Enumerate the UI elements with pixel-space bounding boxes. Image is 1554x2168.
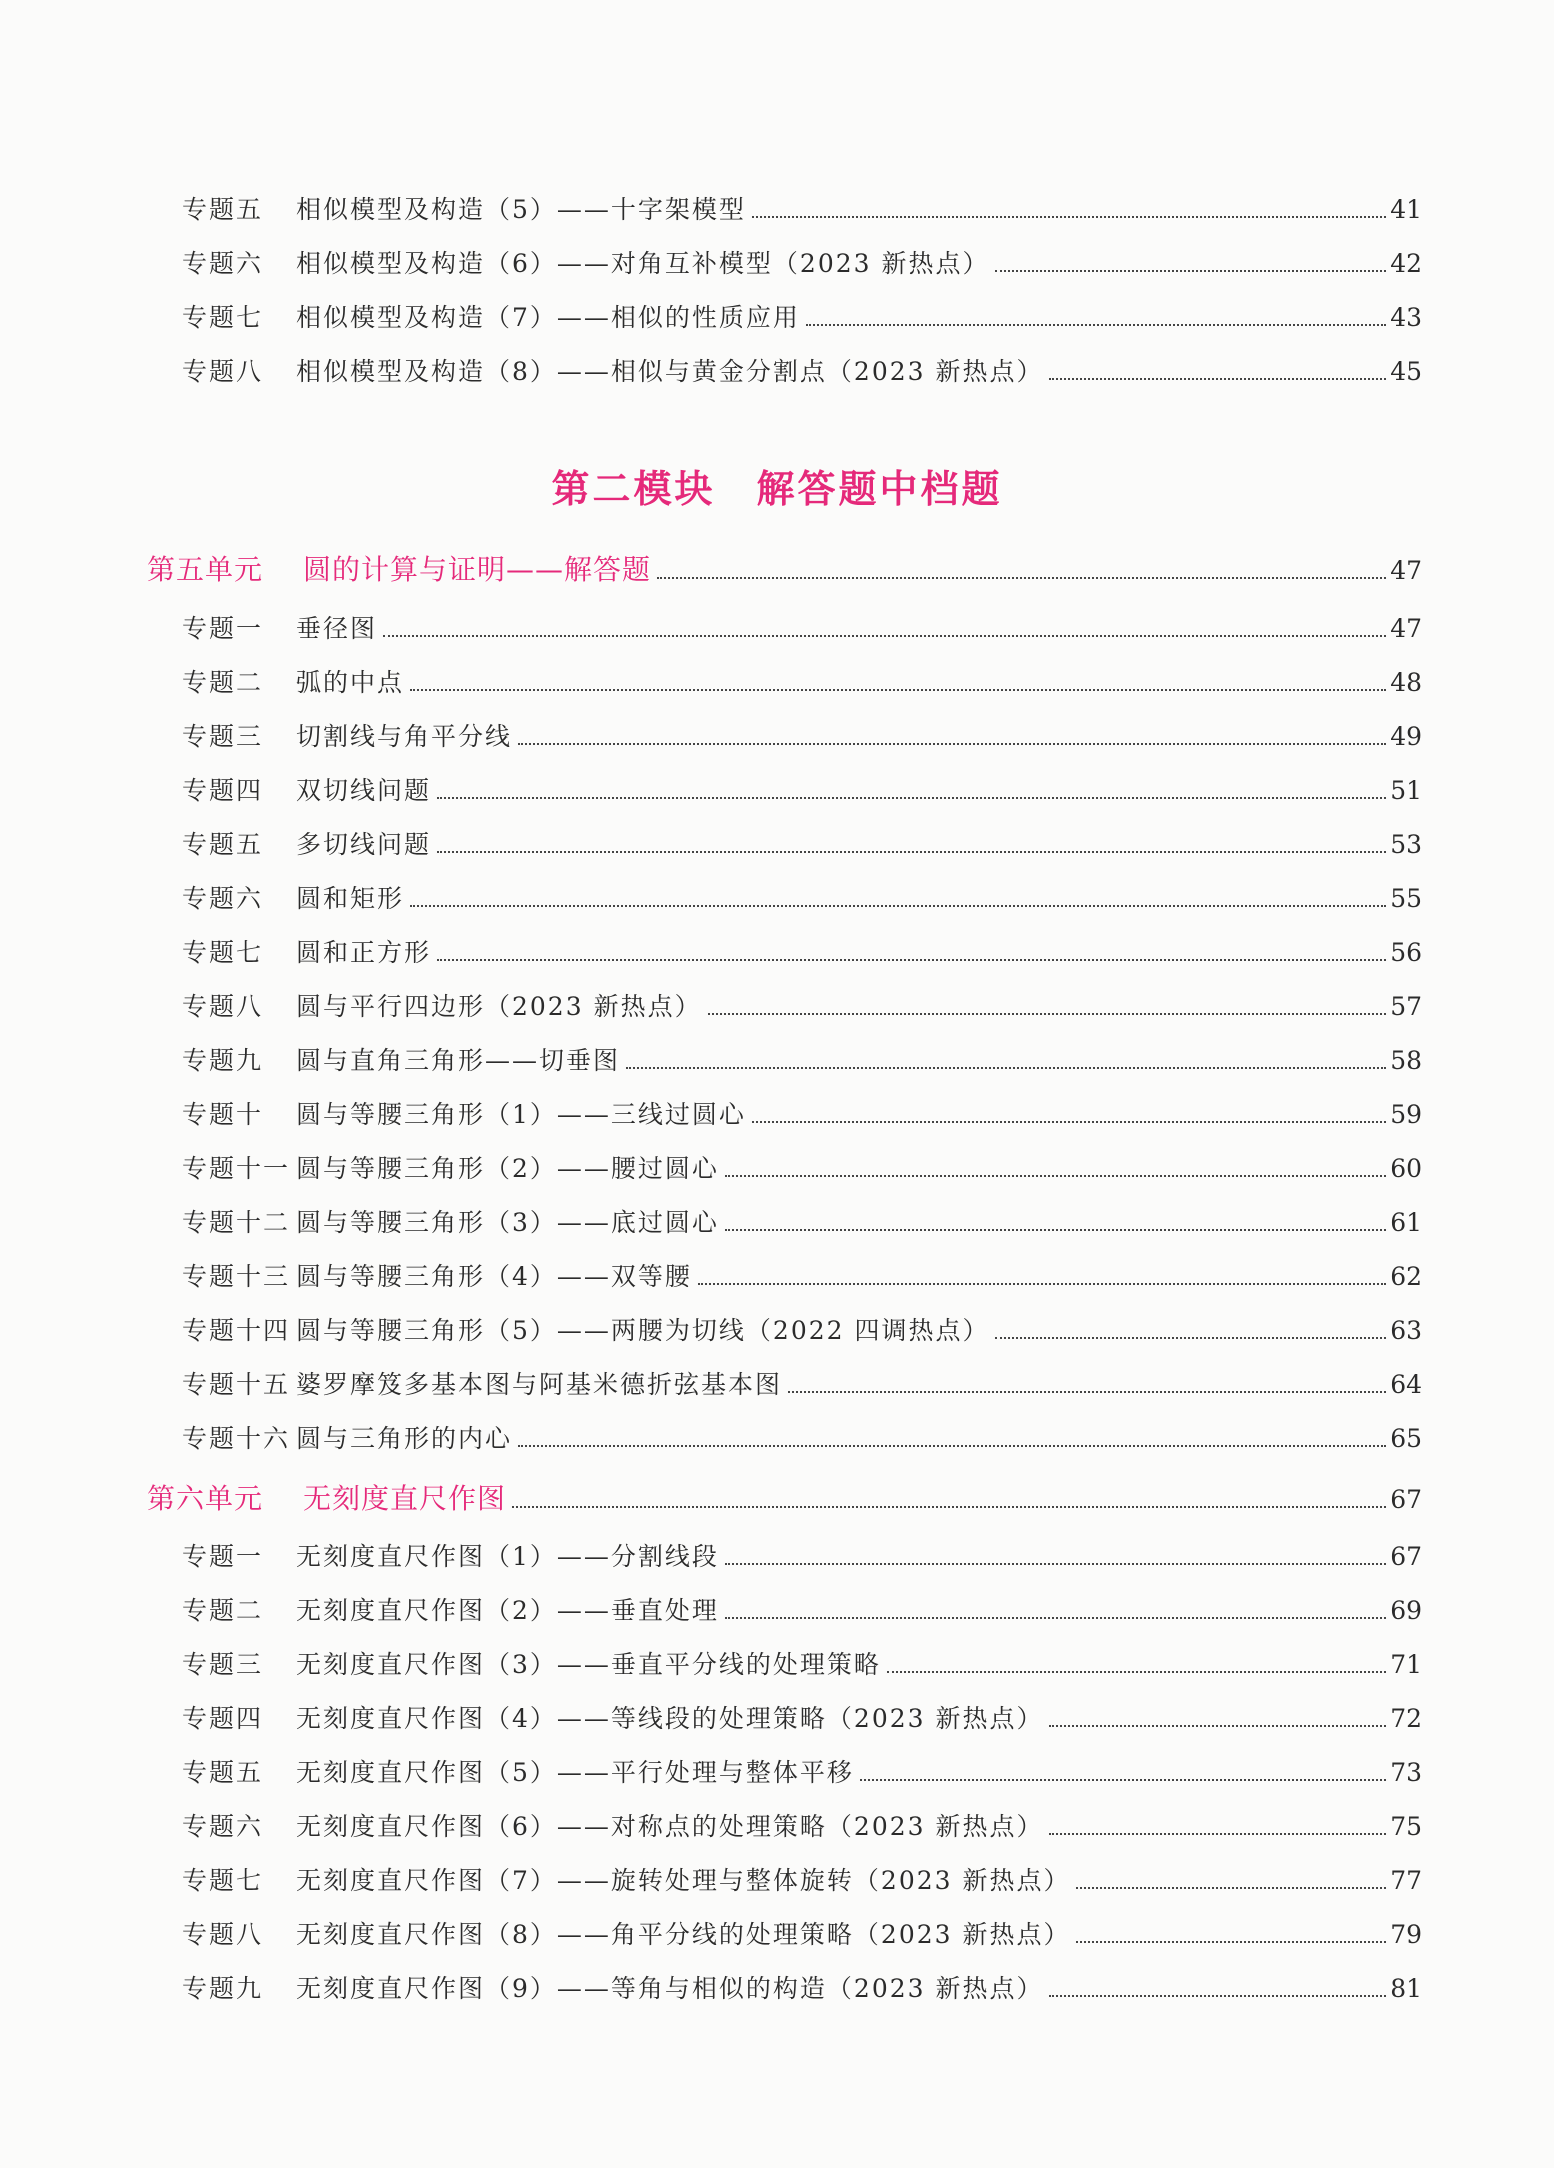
- unit-title: 圆的计算与证明——解答题: [303, 553, 652, 586]
- entry-title: 无刻度直尺作图（1）——分割线段: [296, 1542, 719, 1571]
- entry-title: 圆与等腰三角形（3）——底过圆心: [296, 1208, 719, 1237]
- dot-leader: [860, 1779, 1386, 1781]
- toc-entry[interactable]: [182, 771, 1422, 807]
- entry-title: 圆与等腰三角形（1）——三线过圆心: [296, 1100, 746, 1129]
- entry-title: 圆与等腰三角形（5）——两腰为切线（2022 四调热点）: [296, 1316, 990, 1345]
- dot-leader: [725, 1617, 1386, 1619]
- dot-leader: [708, 1013, 1387, 1015]
- entry-page: 73: [1390, 1758, 1422, 1787]
- entry-number: 专题七: [182, 1866, 264, 1895]
- entry-page: 77: [1390, 1866, 1422, 1895]
- entry-number: 专题八: [182, 1920, 264, 1949]
- entry-number: 专题十六: [182, 1424, 291, 1453]
- toc-entry[interactable]: [182, 987, 1422, 1023]
- dot-leader: [788, 1391, 1386, 1393]
- toc-entry[interactable]: [182, 1591, 1422, 1627]
- entry-page: 45: [1390, 357, 1422, 386]
- unit-number: 第六单元: [147, 1482, 264, 1515]
- entry-title: 相似模型及构造（6）——对角互补模型（2023 新热点）: [296, 249, 990, 278]
- entry-number: 专题二: [182, 668, 264, 697]
- entry-page: 61: [1390, 1208, 1422, 1237]
- entry-page: 67: [1390, 1542, 1422, 1571]
- dot-leader: [887, 1671, 1386, 1673]
- entry-number: 专题七: [182, 938, 264, 967]
- entry-page: 79: [1390, 1920, 1422, 1949]
- entry-number: 专题九: [182, 1974, 264, 2003]
- entry-number: 专题五: [182, 830, 264, 859]
- entry-number: 专题六: [182, 1812, 264, 1841]
- entry-number: 专题十四: [182, 1316, 291, 1345]
- toc-entry[interactable]: [182, 1861, 1422, 1897]
- dot-leader: [518, 1445, 1386, 1447]
- entry-title: 无刻度直尺作图（2）——垂直处理: [296, 1596, 719, 1625]
- toc-entry[interactable]: [182, 1041, 1422, 1077]
- entry-page: 42: [1390, 249, 1422, 278]
- entry-number: 专题五: [182, 1758, 264, 1787]
- entry-number: 专题八: [182, 992, 264, 1021]
- entry-number: 专题十五: [182, 1370, 291, 1399]
- dot-leader: [995, 270, 1386, 272]
- dot-leader: [657, 577, 1386, 579]
- toc-entry[interactable]: [182, 1365, 1422, 1401]
- entry-title: 无刻度直尺作图（3）——垂直平分线的处理策略: [296, 1650, 881, 1679]
- toc-entry[interactable]: [182, 1419, 1422, 1455]
- dot-leader: [1076, 1941, 1386, 1943]
- entry-title: 圆与直角三角形——切垂图: [296, 1046, 621, 1075]
- toc-entry[interactable]: [182, 1537, 1422, 1573]
- entry-page: 51: [1390, 776, 1422, 805]
- entry-page: 75: [1390, 1812, 1422, 1841]
- dot-leader: [518, 743, 1386, 745]
- toc-entry[interactable]: [182, 933, 1422, 969]
- entry-number: 专题十三: [182, 1262, 291, 1291]
- dot-leader: [1076, 1887, 1386, 1889]
- entry-number: 专题八: [182, 357, 264, 386]
- entry-page: 60: [1390, 1154, 1422, 1183]
- dot-leader: [752, 1121, 1386, 1123]
- unit-page: 67: [1390, 1485, 1422, 1514]
- entry-page: 64: [1390, 1370, 1422, 1399]
- entry-page: 63: [1390, 1316, 1422, 1345]
- unit-number: 第五单元: [147, 553, 264, 586]
- entry-number: 专题一: [182, 614, 264, 643]
- toc-entry[interactable]: [182, 1915, 1422, 1951]
- dot-leader: [1049, 1725, 1386, 1727]
- entry-number: 专题二: [182, 1596, 264, 1625]
- entry-page: 62: [1390, 1262, 1422, 1291]
- toc-entry[interactable]: [182, 1807, 1422, 1843]
- entry-title: 无刻度直尺作图（8）——角平分线的处理策略（2023 新热点）: [296, 1920, 1071, 1949]
- dot-leader: [410, 905, 1386, 907]
- entry-title: 圆与三角形的内心: [296, 1424, 513, 1453]
- entry-number: 专题七: [182, 303, 264, 332]
- entry-number: 专题四: [182, 1704, 264, 1733]
- dot-leader: [410, 689, 1386, 691]
- unit-title: 无刻度直尺作图: [303, 1482, 507, 1515]
- entry-page: 53: [1390, 830, 1422, 859]
- toc-entry[interactable]: [182, 1311, 1422, 1347]
- entry-page: 56: [1390, 938, 1422, 967]
- toc-entry[interactable]: [182, 717, 1422, 753]
- entry-title: 无刻度直尺作图（7）——旋转处理与整体旋转（2023 新热点）: [296, 1866, 1071, 1895]
- dot-leader: [725, 1229, 1386, 1231]
- dot-leader: [725, 1563, 1386, 1565]
- toc-entry[interactable]: [182, 1149, 1422, 1185]
- entry-title: 无刻度直尺作图（6）——对称点的处理策略（2023 新热点）: [296, 1812, 1044, 1841]
- toc-entry[interactable]: [182, 1699, 1422, 1735]
- entry-title: 圆与平行四边形（2023 新热点）: [296, 992, 702, 1021]
- entry-number: 专题五: [182, 195, 264, 224]
- toc-entry[interactable]: [182, 1969, 1422, 2005]
- entry-page: 43: [1390, 303, 1422, 332]
- entry-title: 多切线问题: [296, 830, 432, 859]
- dot-leader: [1049, 1833, 1386, 1835]
- toc-entry[interactable]: [182, 825, 1422, 861]
- dot-leader: [806, 324, 1386, 326]
- unit-heading-6[interactable]: [147, 1477, 1422, 1517]
- unit-heading-5[interactable]: [147, 548, 1422, 588]
- dot-leader: [1049, 1995, 1386, 1997]
- entry-page: 65: [1390, 1424, 1422, 1453]
- entry-title: 圆与等腰三角形（2）——腰过圆心: [296, 1154, 719, 1183]
- dot-leader: [383, 635, 1386, 637]
- entry-title: 相似模型及构造（7）——相似的性质应用: [296, 303, 800, 332]
- entry-page: 59: [1390, 1100, 1422, 1129]
- toc-entry[interactable]: [182, 1257, 1422, 1293]
- entry-number: 专题十二: [182, 1208, 291, 1237]
- entry-page: 48: [1390, 668, 1422, 697]
- toc-entry[interactable]: [182, 1095, 1422, 1131]
- toc-entry[interactable]: [182, 1753, 1422, 1789]
- dot-leader: [698, 1283, 1386, 1285]
- entry-title: 弧的中点: [296, 668, 405, 697]
- entry-page: 57: [1390, 992, 1422, 1021]
- entry-title: 相似模型及构造（8）——相似与黄金分割点（2023 新热点）: [296, 357, 1044, 386]
- entry-title: 相似模型及构造（5）——十字架模型: [296, 195, 746, 224]
- entry-title: 双切线问题: [296, 776, 432, 805]
- toc-entry[interactable]: [182, 1645, 1422, 1681]
- unit-page: 47: [1390, 556, 1422, 585]
- entry-title: 圆和正方形: [296, 938, 432, 967]
- entry-title: 无刻度直尺作图（5）——平行处理与整体平移: [296, 1758, 854, 1787]
- entry-page: 69: [1390, 1596, 1422, 1625]
- entry-page: 58: [1390, 1046, 1422, 1075]
- toc-entry[interactable]: [182, 244, 1422, 280]
- entry-page: 72: [1390, 1704, 1422, 1733]
- entry-number: 专题六: [182, 884, 264, 913]
- entry-title: 圆和矩形: [296, 884, 405, 913]
- entry-page: 55: [1390, 884, 1422, 913]
- entry-number: 专题六: [182, 249, 264, 278]
- entry-title: 婆罗摩笈多基本图与阿基米德折弦基本图: [296, 1370, 783, 1399]
- entry-page: 71: [1390, 1650, 1422, 1679]
- entry-title: 无刻度直尺作图（9）——等角与相似的构造（2023 新热点）: [296, 1974, 1044, 2003]
- toc-entry[interactable]: [182, 879, 1422, 915]
- entry-number: 专题九: [182, 1046, 264, 1075]
- entry-number: 专题十一: [182, 1154, 291, 1183]
- entry-number: 专题三: [182, 1650, 264, 1679]
- module-title: 第二模块 解答题中档题: [551, 467, 1003, 511]
- entry-title: 圆与等腰三角形（4）——双等腰: [296, 1262, 692, 1291]
- entry-number: 专题三: [182, 722, 264, 751]
- dot-leader: [626, 1067, 1386, 1069]
- dot-leader: [1049, 378, 1386, 380]
- entry-page: 81: [1390, 1974, 1422, 2003]
- dot-leader: [437, 851, 1386, 853]
- dot-leader: [512, 1506, 1386, 1508]
- dot-leader: [995, 1337, 1386, 1339]
- dot-leader: [437, 797, 1386, 799]
- entry-page: 41: [1390, 195, 1422, 224]
- entry-title: 垂径图: [296, 614, 378, 643]
- dot-leader: [437, 959, 1386, 961]
- dot-leader: [725, 1175, 1386, 1177]
- toc-entry[interactable]: [182, 663, 1422, 699]
- toc-entry[interactable]: [182, 190, 1422, 226]
- toc-entry[interactable]: [182, 298, 1422, 334]
- toc-entry[interactable]: [182, 1203, 1422, 1239]
- toc-entry[interactable]: [182, 609, 1422, 645]
- entry-title: 无刻度直尺作图（4）——等线段的处理策略（2023 新热点）: [296, 1704, 1044, 1733]
- entry-page: 49: [1390, 722, 1422, 751]
- entry-page: 47: [1390, 614, 1422, 643]
- dot-leader: [752, 216, 1386, 218]
- entry-title: 切割线与角平分线: [296, 722, 513, 751]
- toc-entry[interactable]: [182, 352, 1422, 388]
- entry-number: 专题一: [182, 1542, 264, 1571]
- entry-number: 专题四: [182, 776, 264, 805]
- entry-number: 专题十: [182, 1100, 264, 1129]
